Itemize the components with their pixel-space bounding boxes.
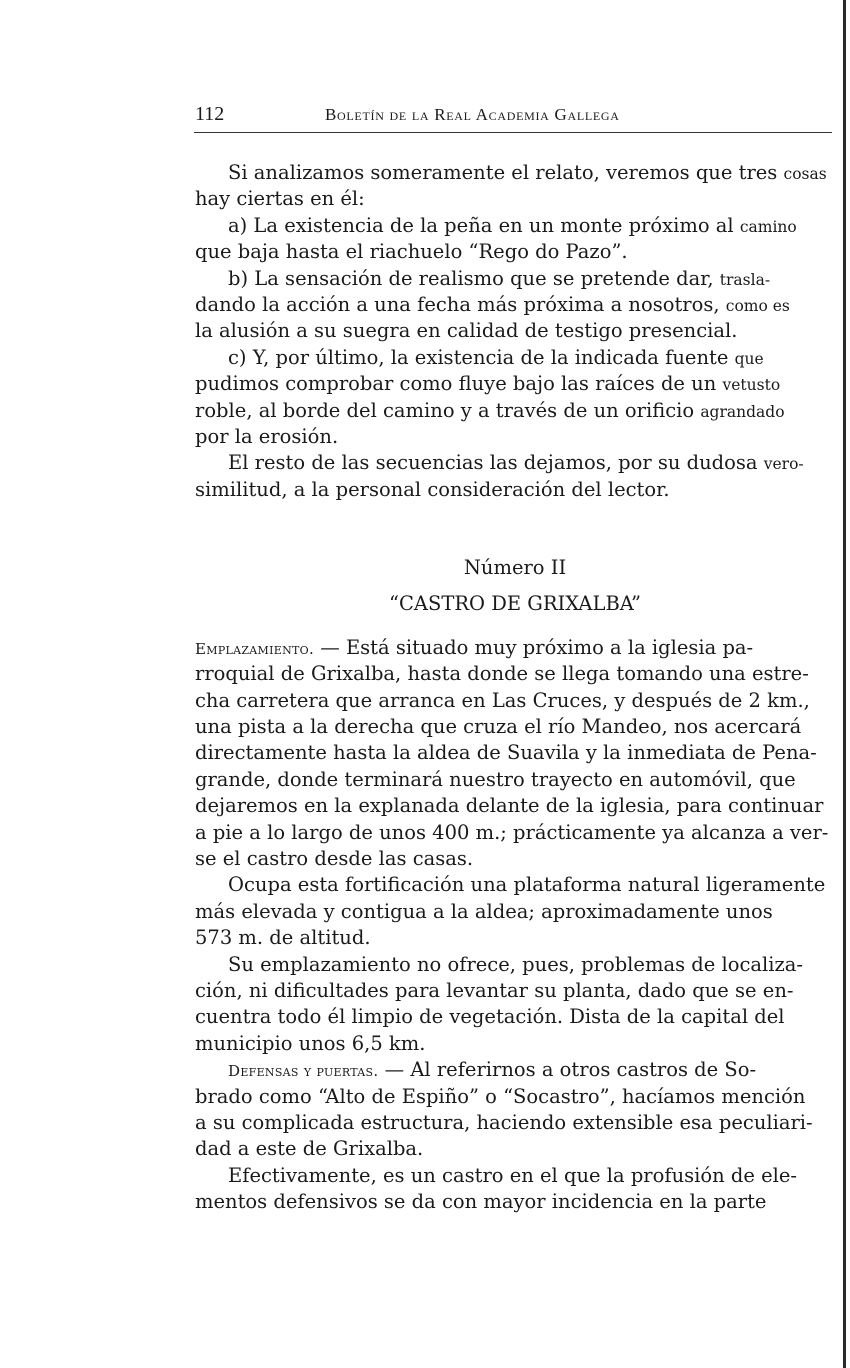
text-line: Emplazamiento. — Está situado muy próximo a la iglesia pa- [195, 635, 754, 659]
text-line: El resto de las secuencias las dejamos, por su dudosa vero- [228, 451, 804, 475]
section-number: Número II [463, 556, 567, 580]
text-line: una pista a la derecha que cruza el río Mandeo, nos acercará [195, 715, 802, 739]
text-line: municipio unos 6,5 km. [195, 1031, 426, 1055]
text-line: por la erosión. [195, 424, 339, 448]
text-line: Defensas y puertas. — Al referirnos a otros castros de So- [228, 1058, 757, 1082]
text-line: brado como “Alto de Espiño” o “Socastro”, hacíamos mención [195, 1084, 806, 1108]
text-line: dando la acción a una fecha más próxima a nosotros, como es [195, 292, 790, 316]
paragraph-defensas [195, 1057, 835, 1163]
section-title: “CASTRO DE GRIXALBA” [389, 592, 641, 616]
text-line: hay ciertas en él: [195, 187, 365, 211]
page-edge-shadow [843, 0, 846, 1368]
paragraph-resto [195, 450, 835, 503]
text-line: b) La sensación de realismo que se pretende dar, trasla- [228, 266, 771, 290]
paragraph-su-emplazamiento [195, 952, 835, 1058]
section-body [195, 618, 835, 1216]
text-line: que baja hasta el riachuelo “Rego do Pazo”. [195, 240, 628, 264]
page-number: 112 [195, 103, 225, 125]
paragraph-efectivamente [195, 1163, 835, 1216]
body-text [195, 160, 835, 1215]
text-line: Efectivamente, es un castro en el que la profusión de ele- [228, 1163, 798, 1187]
text-line: Su emplazamiento no ofrece, pues, problemas de localiza- [228, 952, 803, 976]
paragraph-emplazamiento [195, 635, 835, 873]
paragraph-a [195, 213, 835, 266]
text-line: rroquial de Grixalba, hasta donde se llega tomando una estre- [195, 662, 809, 686]
text-line: roble, al borde del camino y a través de un orificio agrandado [195, 398, 785, 422]
text-line: a pie a lo largo de unos 400 m.; prácticamente ya alcanza a ver- [195, 820, 829, 844]
text-line: cha carretera que arranca en Las Cruces, y después de 2 km., [195, 688, 810, 712]
run-in-heading: Defensas y puertas. [228, 1062, 379, 1081]
text-line: a su complicada estructura, haciendo extensible esa peculiari- [195, 1110, 813, 1134]
text-line: más elevada y contigua a la aldea; aproximadamente unos [195, 899, 773, 923]
text-line: se el castro desde las casas. [195, 846, 474, 870]
text-line: la alusión a su suegra en calidad de testigo presencial. [195, 319, 738, 343]
paragraph-intro [195, 160, 835, 213]
text-line: 573 m. de altitud. [195, 926, 371, 950]
text-line: cuentra todo él limpio de vegetación. Dista de la capital del [195, 1005, 785, 1029]
text-line: ción, ni dificultades para levantar su planta, dado que se en- [195, 978, 794, 1002]
journal-title: Boletín de la Real Academia Gallega [325, 105, 620, 124]
text-line: Si analizamos someramente el relato, veremos que tres cosas [228, 161, 827, 184]
run-in-heading: Emplazamiento. [195, 639, 315, 658]
running-header [195, 103, 830, 126]
text-line: similitud, a la personal consideración del lector. [195, 477, 670, 501]
text-line: dad a este de Grixalba. [195, 1137, 424, 1161]
text-line: c) Y, por último, la existencia de la indicada fuente que [228, 345, 764, 369]
text-line: pudimos comprobar como fluye bajo las raíces de un vetusto [195, 372, 781, 396]
text-line: mentos defensivos se da con mayor incidencia en la parte [195, 1190, 767, 1214]
paragraph-b [195, 266, 835, 345]
text-line: directamente hasta la aldea de Suavila y la inmediata de Pena- [195, 741, 817, 765]
text-line: Ocupa esta fortificación una plataforma natural ligeramente [228, 873, 826, 897]
text-line: a) La existencia de la peña en un monte próximo al camino [228, 213, 797, 237]
header-rule [194, 132, 832, 133]
paragraph-c [195, 345, 835, 451]
text-line: grande, donde terminará nuestro trayecto en automóvil, que [195, 767, 796, 791]
paragraph-ocupa [195, 872, 835, 951]
text-line: dejaremos en la explanada delante de la iglesia, para continuar [195, 794, 824, 818]
